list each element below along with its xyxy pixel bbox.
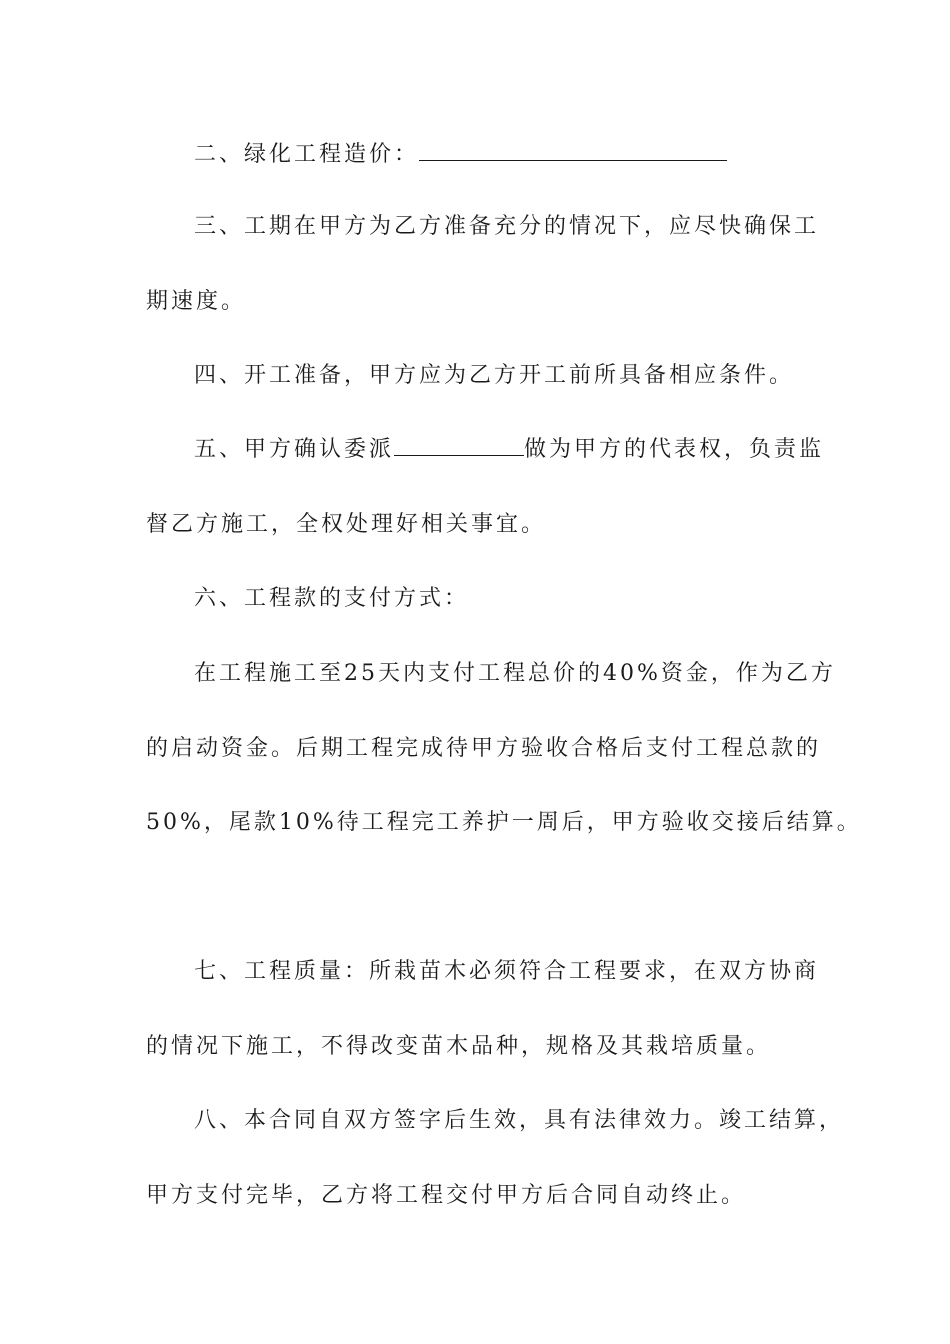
clause-3-line-2: 期速度。 (146, 289, 247, 314)
clause-5-text-after: 做为甲方的代表权，负责监 (524, 437, 825, 462)
clause-8-line-1: 八、本合同自双方签字后生效，具有法律效力。竣工结算， (194, 1108, 845, 1133)
clause-4-line-1: 四、开工准备，甲方应为乙方开工前所具备相应条件。 (194, 363, 795, 388)
representative-blank-underline (394, 435, 524, 456)
clause-6-line-1: 六、工程款的支付方式： (194, 586, 470, 611)
clause-7-line-2: 的情况下施工，不得改变苗木品种，规格及其栽培质量。 (146, 1034, 772, 1059)
payment-line-3: 50%，尾款10%待工程完工养护一周后，甲方验收交接后结算。 (146, 810, 862, 835)
clause-2-line-1 (194, 140, 727, 170)
payment-line-2: 的启动资金。后期工程完成待甲方验收合格后支付工程总款的 (146, 736, 822, 761)
clause-5-line-2: 督乙方施工，全权处理好相关事宜。 (146, 512, 547, 537)
clause-2-text: 二、绿化工程造价： (194, 142, 420, 167)
clause-8-line-2: 甲方支付完毕，乙方将工程交付甲方后合同自动终止。 (146, 1183, 747, 1208)
clause-5-line-1 (194, 435, 824, 465)
clause-5-text-before: 五、甲方确认委派 (194, 437, 395, 462)
cost-blank-underline (419, 140, 727, 161)
clause-3-line-1: 三、工期在甲方为乙方准备充分的情况下，应尽快确保工 (194, 214, 820, 239)
payment-line-1: 在工程施工至25天内支付工程总价的40%资金，作为乙方 (194, 661, 836, 686)
clause-7-line-1: 七、工程质量：所栽苗木必须符合工程要求，在双方协商 (194, 959, 820, 984)
